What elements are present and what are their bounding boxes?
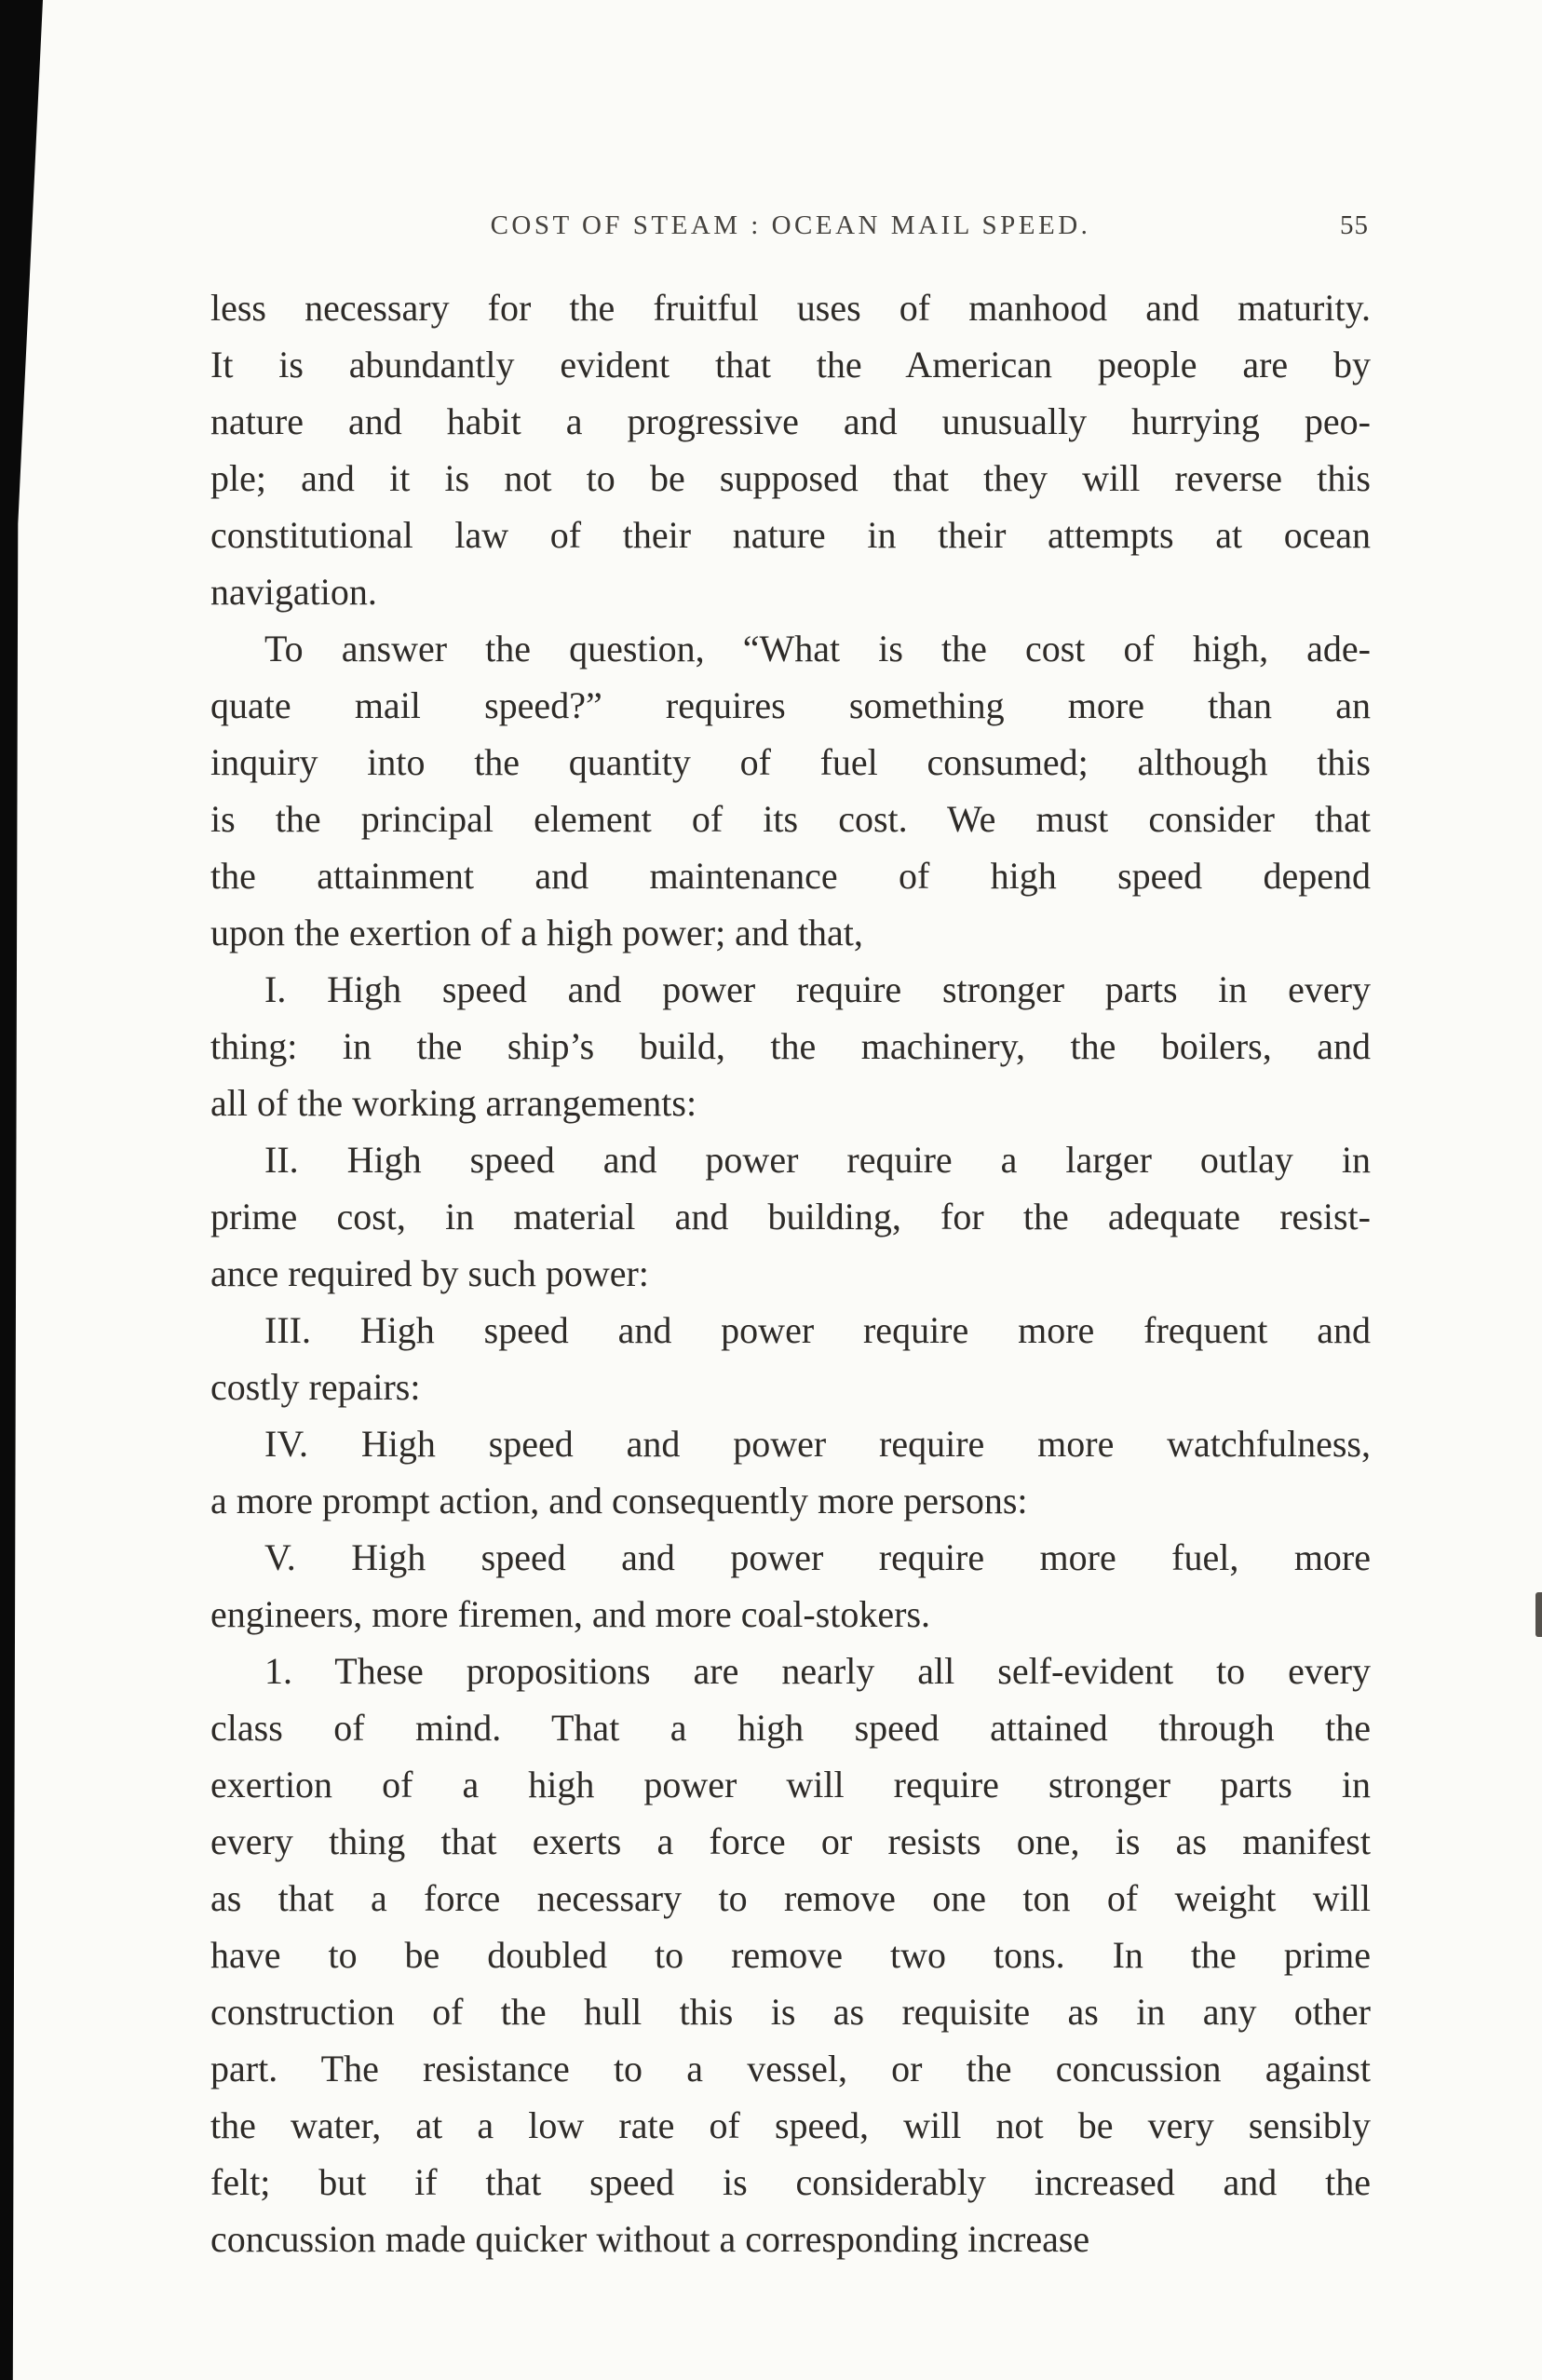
text-line: 1. These propositions are nearly all self-evident to every [264,1650,1371,1692]
text-line: ple; and it is not to be supposed that they will reverse this [210,457,1371,499]
paragraph [210,1415,1371,1529]
text-line: class of mind. That a high speed attained through the [210,1707,1371,1749]
paragraph [210,620,1371,961]
text-line: nature and habit a progressive and unusually hurrying peo- [210,400,1371,442]
text-line: III. High speed and power require more frequent and [264,1309,1371,1351]
text-line: felt; but if that speed is considerably increased and the [210,2161,1371,2203]
text-line: I. High speed and power require stronger parts in every [264,968,1371,1010]
text-line: exertion of a high power will require stronger parts in [210,1764,1371,1805]
text-line: concussion made quicker without a corresponding increase [210,2218,1090,2260]
paragraph [210,1131,1371,1302]
text-line: navigation. [210,571,377,613]
paragraph [210,1643,1371,2267]
text-line: costly repairs: [210,1366,421,1408]
text-line: To answer the question, “What is the cost of high, ade- [264,628,1371,669]
text-line: is the principal element of its cost. We must consider that [210,798,1371,840]
text-line: inquiry into the quantity of fuel consumed; although this [210,741,1371,783]
text-line: have to be doubled to remove two tons. In the prime [210,1934,1371,1976]
text-line: ance required by such power: [210,1252,649,1294]
text-line: the attainment and maintenance of high speed depend [210,855,1371,897]
paragraph [210,961,1371,1131]
text-line: the water, at a low rate of speed, will not be very sensibly [210,2104,1371,2146]
text-line: upon the exertion of a high power; and that, [210,912,863,953]
text-line: a more prompt action, and consequently more persons: [210,1480,1028,1521]
text-line: constitutional law of their nature in their attempts at ocean [210,514,1371,556]
text-line: all of the working arrangements: [210,1082,697,1124]
text-line: every thing that exerts a force or resists one, is as manifest [210,1820,1371,1862]
text-line: thing: in the ship’s build, the machinery, the boilers, and [210,1025,1371,1067]
paragraph [210,1529,1371,1643]
paragraph [210,1302,1371,1415]
text-line: engineers, more firemen, and more coal-stokers. [210,1593,931,1635]
scan-artifact-mark [1535,1592,1542,1637]
header-title: COST OF STEAM : OCEAN MAIL SPEED. [490,210,1091,240]
text-line: quate mail speed?” requires something more than an [210,684,1371,726]
text-line: part. The resistance to a vessel, or the concussion against [210,2048,1371,2089]
text-line: construction of the hull this is as requisite as in any other [210,1991,1371,2033]
text-line: prime cost, in material and building, for the adequate resist- [210,1196,1371,1237]
text-line: IV. High speed and power require more watchfulness, [264,1423,1371,1465]
paragraph [210,279,1371,620]
text-line: V. High speed and power require more fuel, more [264,1536,1371,1578]
text-line: as that a force necessary to remove one ton of weight will [210,1877,1371,1919]
text-line: II. High speed and power require a larger outlay in [264,1139,1371,1181]
page-number: 55 [1340,210,1369,240]
text-line: less necessary for the fruitful uses of manhood and maturity. [210,287,1371,329]
running-header [210,210,1371,251]
text-line: It is abundantly evident that the American people are by [210,344,1371,385]
scan-binding-edge [0,0,43,2380]
page-body [210,279,1371,2267]
